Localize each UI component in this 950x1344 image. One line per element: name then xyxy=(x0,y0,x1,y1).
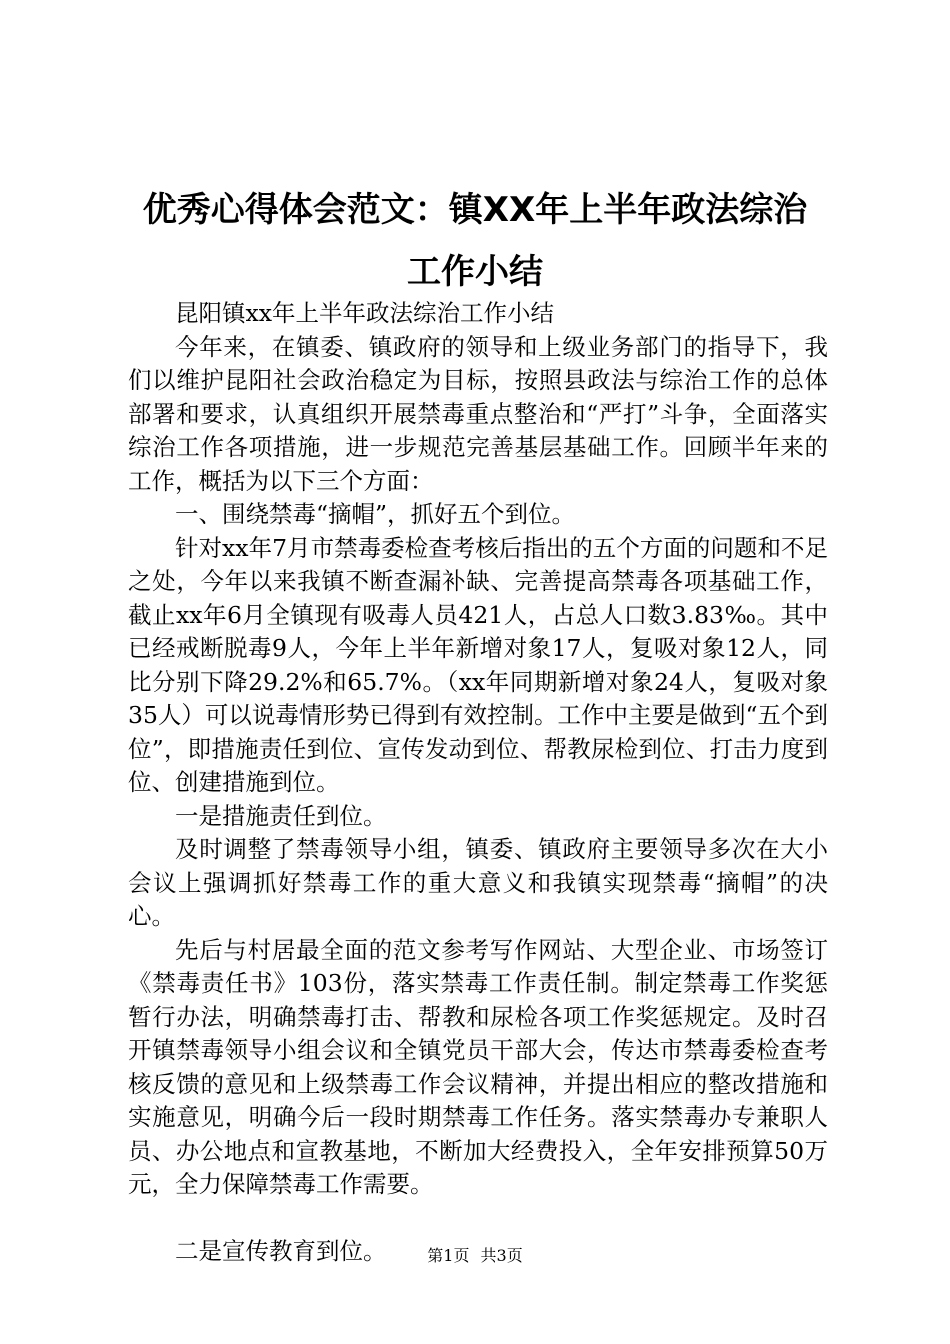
page-total: 共3页 xyxy=(480,1246,523,1265)
paragraph-subtitle: 昆阳镇xx年上半年政法综治工作小结 xyxy=(175,299,555,327)
paragraph-leadership: 及时调整了禁毒领导小组，镇委、镇政府主要领导多次在大小会议上强调抓好禁毒工作的重大意义和我镇实现禁毒“摘帽”的决心。 xyxy=(128,835,828,930)
paragraph-responsibility: 先后与村居最全面的范文参考写作网站、大型企业、市场签订《禁毒责任书》103份，落实禁毒工作责任制。制定禁毒工作奖惩暂行办法，明确禁毒打击、帮教和尿检各项工作奖惩规定。及时召开镇禁毒领导小组会议和全镇党员干部大会，传达市禁毒委检查考核反馈的意见和上级禁毒工作会议精神，并提出相应的整改措施和实施意见，明确今后一段时期禁毒工作任务。落实禁毒办专兼职人员、办公地点和宣教基地，不断加大经费投入，全年安排预算50万元，全力保障禁毒工作需要。 xyxy=(128,935,828,1198)
page-number: 第1页 xyxy=(427,1246,470,1265)
page-footer xyxy=(0,1246,950,1266)
paragraph-section-heading-1: 一、围绕禁毒“摘帽”，抓好五个到位。 xyxy=(175,500,576,528)
document-title-line1: 优秀心得体会范文：镇XX年上半年政法综治 xyxy=(142,190,808,230)
paragraph-point-heading-2: 二是宣传教育到位。 xyxy=(175,1236,387,1265)
paragraph-drug-statistics: 针对xx年7月市禁毒委检查考核后指出的五个方面的问题和不足之处，今年以来我镇不断查漏补缺、完善提高禁毒各项基础工作，截止xx年6月全镇现有吸毒人员421人，占总人口数3.83‰。其中已经戒断脱毒9人，今年上半年新增对象17人，复吸对象12人，同比分别下降29.2%和65.7%。（xx年同期新增对象24人，复吸对象35人）可以说毒情形势已得到有效控制。工作中主要是做到“五个到位”，即措施责任到位、宣传发动到位、帮教尿检到位、打击力度到位、创建措施到位。 xyxy=(128,533,828,796)
document-title-line2: 工作小结 xyxy=(407,252,543,292)
document-body xyxy=(128,297,828,1268)
paragraph-intro: 今年来，在镇委、镇政府的领导和上级业务部门的指导下，我们以维护昆阳社会政治稳定为目标，按照县政法与综治工作的总体部署和要求，认真组织开展禁毒重点整治和“严打”斗争，全面落实综治工作各项措施，进一步规范完善基层基础工作。回顾半年来的工作，概括为以下三个方面： xyxy=(128,332,828,495)
paragraph-point-heading-1: 一是措施责任到位。 xyxy=(175,801,387,830)
